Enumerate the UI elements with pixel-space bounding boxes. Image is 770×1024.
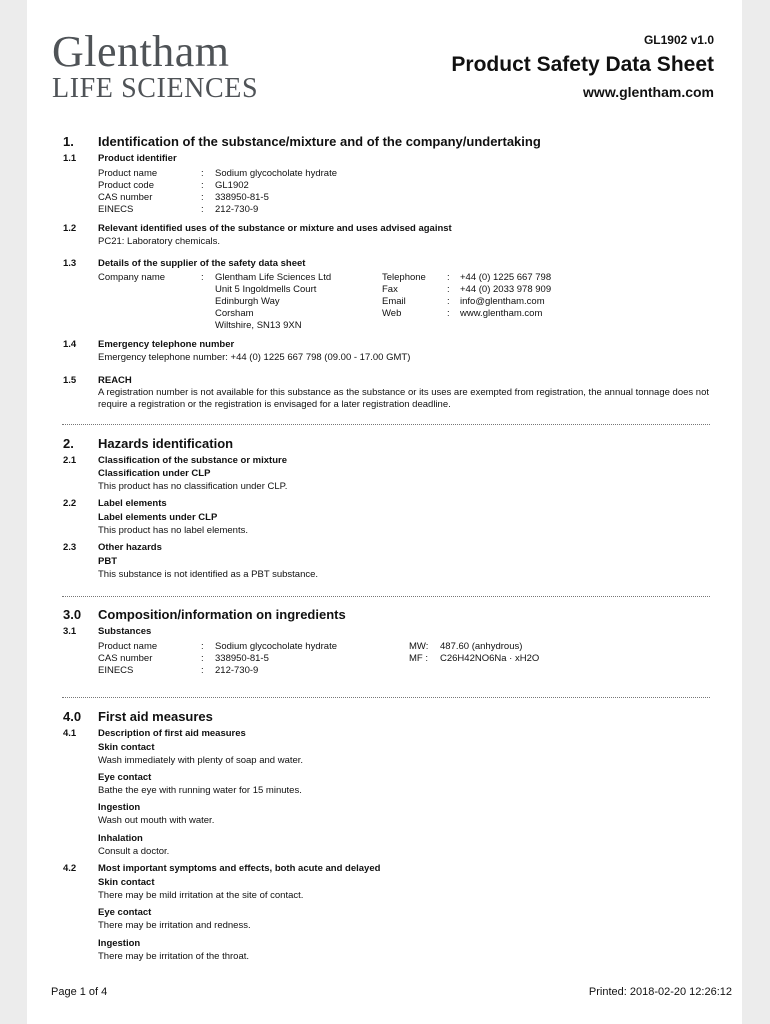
mw-label: MW: [409, 641, 429, 652]
section-title: First aid measures [98, 709, 213, 724]
subheading: Skin contact [98, 877, 155, 888]
subsection-number: 1.1 [63, 153, 77, 164]
subsection-title: Product identifier [98, 153, 177, 164]
field-value: 212-730-9 [215, 665, 259, 676]
section-divider [62, 697, 710, 698]
field-label: EINECS [98, 665, 134, 676]
contact-value: +44 (0) 1225 667 798 [460, 272, 552, 283]
address-line: Edinburgh Way [215, 296, 280, 307]
document-title: Product Safety Data Sheet [451, 53, 714, 76]
subsection-number: 1.3 [63, 258, 77, 269]
subheading: Classification under CLP [98, 468, 211, 479]
field-colon: : [447, 296, 450, 307]
subsection-number: 1.2 [63, 223, 77, 234]
page-number: Page 1 of 4 [51, 986, 108, 998]
logo-subtitle: LIFE SCIENCES [52, 73, 259, 104]
field-colon: : [201, 180, 204, 191]
subsection-text: Wash immediately with plenty of soap and water. [98, 755, 304, 766]
subsection-text: PC21: Laboratory chemicals. [98, 236, 220, 247]
field-colon: : [201, 168, 204, 179]
subsection-number: 4.2 [63, 863, 77, 874]
field-value: 212-730-9 [215, 204, 259, 215]
subheading: Inhalation [98, 833, 143, 844]
subsection-number: 1.5 [63, 375, 77, 386]
subsection-title: Most important symptoms and effects, both acute and delayed [98, 863, 381, 874]
field-colon: : [201, 665, 204, 676]
field-label: Product name [98, 168, 158, 179]
subsection-text: This substance is not identified as a PBT substance. [98, 569, 319, 580]
subsection-number: 2.3 [63, 542, 77, 553]
mf-label: MF : [409, 653, 428, 664]
section-number: 1. [63, 134, 74, 149]
section-number: 2. [63, 436, 74, 451]
subsection-text: Wash out mouth with water. [98, 815, 215, 826]
field-label: Product name [98, 641, 158, 652]
subsection-text: Emergency telephone number: +44 (0) 1225 667 798 (09.00 - 17.00 GMT) [98, 352, 411, 363]
field-colon: : [201, 653, 204, 664]
field-value: 338950-81-5 [215, 653, 269, 664]
subsection-title: Classification of the substance or mixture [98, 455, 287, 466]
address-line: Unit 5 Ingoldmells Court [215, 284, 317, 295]
section-number: 4.0 [63, 709, 82, 724]
subsection-text: There may be mild irritation at the site of contact. [98, 890, 304, 901]
section-divider [62, 596, 710, 597]
subsection-title: Relevant identified uses of the substance or mixture and uses advised against [98, 223, 452, 234]
subheading: Ingestion [98, 802, 141, 813]
subsection-title: Details of the supplier of the safety data sheet [98, 258, 306, 269]
contact-label: Fax [382, 284, 398, 295]
subsection-text: Bathe the eye with running water for 15 minutes. [98, 785, 302, 796]
subsection-text: This product has no classification under CLP. [98, 481, 288, 492]
section-number: 3.0 [63, 607, 82, 622]
subsection-title: Other hazards [98, 542, 162, 553]
contact-value: +44 (0) 2033 978 909 [460, 284, 552, 295]
field-value: 338950-81-5 [215, 192, 269, 203]
section-title: Hazards identification [98, 436, 234, 451]
subsection-text: Consult a doctor. [98, 846, 170, 857]
field-label: Company name [98, 272, 166, 283]
contact-label: Web [382, 308, 402, 319]
field-colon: : [201, 272, 204, 283]
section-title: Composition/information on ingredients [98, 607, 346, 622]
field-colon: : [201, 204, 204, 215]
mw-value: 487.60 (anhydrous) [440, 641, 523, 652]
subsection-number: 3.1 [63, 626, 77, 637]
subsection-title: Label elements [98, 498, 167, 509]
field-label: EINECS [98, 204, 134, 215]
subsection-text: A registration number is not available for this substance as the substance or its uses are exempted from registration, the annual tonnage does not require a registration or the registration is envisaged for a later registration deadline. [98, 387, 709, 410]
contact-web-link[interactable]: www.glentham.com [460, 308, 543, 319]
field-value: Sodium glycocholate hydrate [215, 641, 337, 652]
subsection-title: Substances [98, 626, 152, 637]
field-label: CAS number [98, 653, 153, 664]
subheading: PBT [98, 556, 117, 567]
subsection-number: 4.1 [63, 728, 77, 739]
subheading: Label elements under CLP [98, 512, 218, 523]
mf-value: C26H42NO6Na · xH2O [440, 653, 540, 664]
subsection-title: Description of first aid measures [98, 728, 246, 739]
field-colon: : [447, 272, 450, 283]
header-website: www.glentham.com [583, 84, 714, 100]
subheading: Eye contact [98, 907, 152, 918]
section-title: Identification of the substance/mixture and of the company/undertaking [98, 134, 541, 149]
field-colon: : [447, 308, 450, 319]
subsection-title: Emergency telephone number [98, 339, 235, 350]
field-value: GL1902 [215, 180, 249, 191]
address-line: Corsham [215, 308, 254, 319]
subsection-text: There may be irritation of the throat. [98, 951, 250, 962]
subsection-text: There may be irritation and redness. [98, 920, 251, 931]
subheading: Skin contact [98, 742, 155, 753]
subsection-text: This product has no label elements. [98, 525, 248, 536]
subheading: Ingestion [98, 938, 141, 949]
subheading: Eye contact [98, 772, 152, 783]
field-value: Sodium glycocholate hydrate [215, 168, 337, 179]
field-label: Product code [98, 180, 154, 191]
address-line: Wiltshire, SN13 9XN [215, 320, 302, 331]
field-colon: : [201, 641, 204, 652]
field-label: CAS number [98, 192, 153, 203]
subsection-title: REACH [98, 375, 132, 386]
contact-label: Email [382, 296, 406, 307]
address-line: Glentham Life Sciences Ltd [215, 272, 332, 283]
subsection-number: 2.1 [63, 455, 77, 466]
subsection-number: 2.2 [63, 498, 77, 509]
contact-label: Telephone [382, 272, 426, 283]
field-colon: : [201, 192, 204, 203]
section-divider [62, 424, 710, 425]
field-colon: : [447, 284, 450, 295]
contact-email[interactable]: info@glentham.com [460, 296, 545, 307]
document-id: GL1902 v1.0 [643, 33, 714, 47]
printed-timestamp: Printed: 2018-02-20 12:26:12 [588, 986, 732, 998]
logo-wordmark: Glentham [52, 27, 230, 76]
subsection-number: 1.4 [63, 339, 77, 350]
